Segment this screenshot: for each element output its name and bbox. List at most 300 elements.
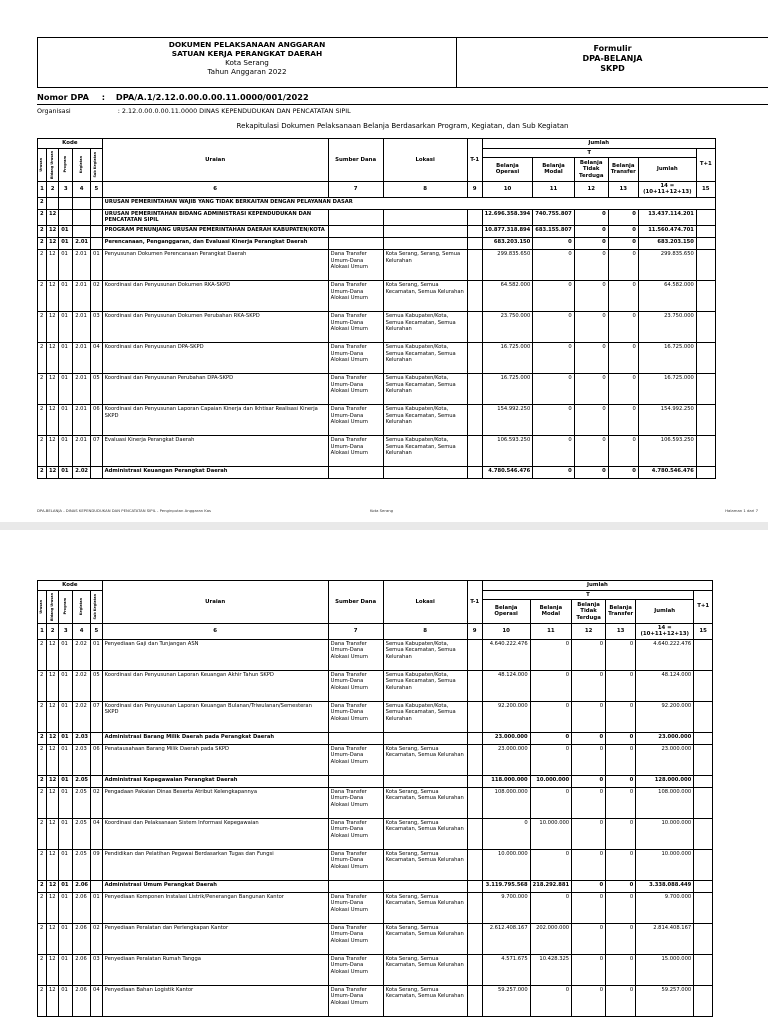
- cell-t-plus-1: [696, 209, 715, 225]
- cell-kode-kegiatan: 2.02: [73, 670, 91, 701]
- cell-kode-kegiatan: 2.06: [73, 892, 91, 923]
- cell-t-plus-1: [694, 787, 713, 818]
- cell-kode-urusan: 2: [38, 892, 47, 923]
- cell-kode-kegiatan: 2.06: [73, 985, 91, 1016]
- cell-jumlah: 10.000.000: [636, 849, 694, 880]
- cell-lokasi: [383, 466, 467, 478]
- cell-lokasi: [383, 209, 467, 225]
- col-t: T: [482, 590, 694, 600]
- page-footer: [37, 508, 758, 513]
- cell-belanja-tidak-terduga: 0: [574, 342, 608, 373]
- cell-uraian: Perencanaan, Penganggaran, dan Evaluasi Kinerja Perangkat Daerah: [102, 237, 328, 249]
- col-jumlah-group: Jumlah: [482, 139, 715, 149]
- cell-belanja-tidak-terduga: 0: [572, 775, 606, 787]
- col-program: [59, 148, 73, 181]
- footer-right: Halaman 1 dari 7: [725, 508, 758, 513]
- form-code: DPA-BELANJA: [582, 54, 643, 63]
- cell-kode-urusan: 2: [38, 818, 47, 849]
- cell-jumlah: 23.000.000: [636, 732, 694, 744]
- cell-jumlah: 106.593.250: [638, 435, 696, 466]
- cell-uraian: PROGRAM PENUNJANG URUSAN PEMERINTAHAN DAERAH KABUPATEN/KOTA: [102, 225, 328, 237]
- cell-uraian: Koordinasi dan Penyusunan Laporan Keuangan Akhir Tahun SKPD: [102, 670, 328, 701]
- cell-kode-sub-kegiatan: 04: [91, 818, 103, 849]
- header-year: Tahun Anggaran 2022: [207, 67, 287, 76]
- cell-t-plus-1: [694, 985, 713, 1016]
- col-belanja-transfer: Belanja Transfer: [606, 600, 636, 623]
- cell-kode-program: 01: [59, 466, 73, 478]
- cell-kode-kegiatan: 2.02: [73, 701, 91, 732]
- column-index-row: [38, 181, 716, 197]
- table-row-subtotal: [38, 209, 716, 225]
- cell-uraian: Penyediaan Bahan Logistik Kantor: [102, 985, 328, 1016]
- header-title-line1: DOKUMEN PELAKSANAAN ANGGARAN: [168, 40, 326, 49]
- cell-t-minus-1: [467, 237, 482, 249]
- cell-kode-bidang: 12: [47, 280, 59, 311]
- cell-belanja-transfer: 0: [606, 639, 636, 670]
- col-jumlah-group: Jumlah: [482, 581, 713, 591]
- cell-belanja-modal: 218.292.881: [530, 880, 571, 892]
- col-kegiatan-label: Kegiatan: [78, 598, 83, 616]
- cell-belanja-transfer: 0: [606, 985, 636, 1016]
- cell-uraian: Koordinasi dan Pelaksanaan Sistem Informasi Kepegawaian: [102, 818, 328, 849]
- col-index-3: 3: [59, 181, 73, 197]
- table-row: [38, 435, 716, 466]
- cell-kode-kegiatan: 2.05: [73, 775, 91, 787]
- cell-kode-bidang: 12: [47, 744, 59, 775]
- cell-kode-urusan: 2: [38, 237, 47, 249]
- table-row: [38, 985, 713, 1016]
- cell-jumlah: 128.000.000: [636, 775, 694, 787]
- col-sub-kegiatan-label: Sub Kegiatan: [93, 151, 98, 178]
- col-index-15: 15: [694, 623, 713, 639]
- cell-belanja-transfer: 0: [608, 342, 638, 373]
- cell-belanja-tidak-terduga: 0: [574, 311, 608, 342]
- cell-belanja-modal: 0: [533, 342, 574, 373]
- cell-t-plus-1: [694, 880, 713, 892]
- cell-belanja-operasi: 4.640.222.476: [482, 639, 530, 670]
- cell-lokasi: Semua Kabupaten/Kota, Semua Kecamatan, Semua Kelurahan: [383, 435, 467, 466]
- cell-kode-bidang: 12: [47, 849, 59, 880]
- cell-belanja-transfer: 0: [608, 435, 638, 466]
- cell-belanja-operasi: 16.725.000: [482, 373, 533, 404]
- cell-belanja-operasi: 12.696.358.394: [482, 209, 533, 225]
- cell-lokasi: Kota Serang, Semua Kecamatan, Semua Kelurahan: [383, 849, 467, 880]
- cell-sumber-dana: Dana Transfer Umum-Dana Alokasi Umum: [328, 954, 383, 985]
- col-index-11: 11: [533, 181, 574, 197]
- table-row: [38, 849, 713, 880]
- col-t-minus-1: T-1: [467, 581, 482, 624]
- cell-kode-urusan: 2: [38, 670, 47, 701]
- cell-kode-bidang: 12: [47, 892, 59, 923]
- cell-kode-program: 01: [59, 373, 73, 404]
- cell-jumlah: 4.780.546.476: [638, 466, 696, 478]
- cell-kode-urusan: 2: [38, 373, 47, 404]
- cell-t-minus-1: [467, 311, 482, 342]
- budget-table-page-2: [37, 580, 713, 1017]
- col-index-8: 8: [383, 623, 467, 639]
- col-kode: Kode: [38, 139, 103, 149]
- col-bidang-urusan: [47, 148, 59, 181]
- cell-kode-bidang: 12: [47, 249, 59, 280]
- col-sumber-dana: Sumber Dana: [328, 139, 383, 182]
- cell-jumlah: 15.000.000: [636, 954, 694, 985]
- cell-kode-sub-kegiatan: [91, 209, 103, 225]
- cell-kode-sub-kegiatan: 06: [91, 744, 103, 775]
- col-belanja-tidak-terduga: Belanja Tidak Terduga: [574, 158, 608, 181]
- cell-kode-kegiatan: [73, 197, 91, 209]
- cell-kode-sub-kegiatan: 07: [91, 701, 103, 732]
- cell-belanja-modal: 0: [533, 249, 574, 280]
- cell-belanja-operasi: 10.877.318.894: [482, 225, 533, 237]
- cell-kode-kegiatan: 2.01: [73, 311, 91, 342]
- cell-t-plus-1: [694, 849, 713, 880]
- cell-jumlah: 299.835.650: [638, 249, 696, 280]
- cell-belanja-transfer: 0: [606, 892, 636, 923]
- cell-belanja-modal: 0: [530, 985, 571, 1016]
- col-index-6: 6: [102, 181, 328, 197]
- cell-belanja-tidak-terduga: 0: [572, 849, 606, 880]
- cell-sumber-dana: [328, 775, 383, 787]
- cell-kode-program: 01: [59, 849, 73, 880]
- cell-uraian: URUSAN PEMERINTAHAN BIDANG ADMINISTRASI KEPENDUDUKAN DAN PENCATATAN SIPIL: [102, 209, 328, 225]
- col-kegiatan: [73, 590, 91, 623]
- cell-belanja-operasi: 64.582.000: [482, 280, 533, 311]
- cell-kode-sub-kegiatan: [91, 732, 103, 744]
- cell-belanja-modal: 0: [533, 435, 574, 466]
- cell-t-plus-1: [696, 404, 715, 435]
- col-index-7: 7: [328, 623, 383, 639]
- cell-uraian: Penyusunan Dokumen Perencanaan Perangkat Daerah: [102, 249, 328, 280]
- cell-t-minus-1: [467, 818, 482, 849]
- cell-belanja-tidak-terduga: 0: [574, 373, 608, 404]
- rekap-title: Rekapitulasi Dokumen Pelaksanaan Belanja Berdasarkan Program, Kegiatan, dan Sub Kegiatan: [236, 122, 569, 130]
- cell-belanja-tidak-terduga: 0: [572, 744, 606, 775]
- cell-kode-sub-kegiatan: 07: [91, 435, 103, 466]
- cell-lokasi: Kota Serang, Semua Kecamatan, Semua Kelurahan: [383, 954, 467, 985]
- cell-uraian: Pendidikan dan Pelatihan Pegawai Berdasarkan Tugas dan Fungsi: [102, 849, 328, 880]
- cell-lokasi: Kota Serang, Semua Kecamatan, Semua Kelurahan: [383, 280, 467, 311]
- organisasi-label: Organisasi: [37, 107, 71, 115]
- cell-sumber-dana: Dana Transfer Umum-Dana Alokasi Umum: [328, 435, 383, 466]
- cell-belanja-transfer: 0: [606, 744, 636, 775]
- cell-sumber-dana: Dana Transfer Umum-Dana Alokasi Umum: [328, 373, 383, 404]
- cell-jumlah: 4.640.222.476: [636, 639, 694, 670]
- col-index-4: 4: [73, 623, 91, 639]
- cell-lokasi: Semua Kabupaten/Kota, Semua Kecamatan, Semua Kelurahan: [383, 311, 467, 342]
- col-t: T: [482, 148, 696, 158]
- cell-t-plus-1: [696, 466, 715, 478]
- cell-kode-sub-kegiatan: 03: [91, 954, 103, 985]
- table-row-subtotal: [38, 197, 716, 209]
- cell-jumlah: 59.257.000: [636, 985, 694, 1016]
- cell-jumlah: 9.700.000: [636, 892, 694, 923]
- table-row: [38, 373, 716, 404]
- cell-sumber-dana: [328, 209, 383, 225]
- cell-belanja-tidak-terduga: 0: [572, 701, 606, 732]
- col-belanja-transfer: Belanja Transfer: [608, 158, 638, 181]
- cell-jumlah: 48.124.000: [636, 670, 694, 701]
- cell-belanja-operasi: 299.835.650: [482, 249, 533, 280]
- col-t-minus-1: T-1: [467, 139, 482, 182]
- cell-belanja-operasi: 10.000.000: [482, 849, 530, 880]
- cell-kode-urusan: 2: [38, 342, 47, 373]
- cell-t-minus-1: [467, 209, 482, 225]
- cell-t-minus-1: [467, 744, 482, 775]
- cell-kode-kegiatan: 2.03: [73, 744, 91, 775]
- cell-belanja-modal: 0: [533, 311, 574, 342]
- cell-uraian: Koordinasi dan Penyusunan Dokumen RKA-SKPD: [102, 280, 328, 311]
- cell-kode-urusan: 2: [38, 404, 47, 435]
- cell-t-plus-1: [696, 435, 715, 466]
- cell-belanja-tidak-terduga: 0: [572, 954, 606, 985]
- cell-kode-kegiatan: 2.01: [73, 435, 91, 466]
- cell-kode-bidang: 12: [47, 311, 59, 342]
- cell-jumlah: 23.750.000: [638, 311, 696, 342]
- cell-t-plus-1: [696, 237, 715, 249]
- header-title-block: [38, 38, 457, 87]
- cell-lokasi: Semua Kabupaten/Kota, Semua Kecamatan, Semua Kelurahan: [383, 670, 467, 701]
- cell-uraian: Administrasi Keuangan Perangkat Daerah: [102, 466, 328, 478]
- cell-lokasi: Semua Kabupaten/Kota, Semua Kecamatan, Semua Kelurahan: [383, 404, 467, 435]
- footer-left: DPA-BELANJA - DINAS KEPENDUDUKAN DAN PENCATATAN SIPIL - Penginputan Anggaran Kas: [37, 508, 211, 513]
- cell-uraian: Administrasi Barang Milik Daerah pada Perangkat Daerah: [102, 732, 328, 744]
- cell-belanja-operasi: 23.000.000: [482, 732, 530, 744]
- col-index-9: 9: [467, 181, 482, 197]
- col-belanja-operasi: Belanja Operasi: [482, 158, 533, 181]
- cell-uraian: Penyediaan Komponen Instalasi Listrik/Penerangan Bangunan Kantor: [102, 892, 328, 923]
- table-row: [38, 670, 713, 701]
- cell-belanja-transfer: 0: [606, 787, 636, 818]
- cell-lokasi: [383, 880, 467, 892]
- table-row-subtotal: [38, 466, 716, 478]
- cell-kode-program: 01: [59, 701, 73, 732]
- cell-kode-urusan: 2: [38, 787, 47, 818]
- cell-kode-sub-kegiatan: [91, 225, 103, 237]
- cell-sumber-dana: [328, 732, 383, 744]
- cell-sumber-dana: Dana Transfer Umum-Dana Alokasi Umum: [328, 892, 383, 923]
- cell-uraian: Koordinasi dan Penyusunan DPA-SKPD: [102, 342, 328, 373]
- cell-kode-bidang: 12: [47, 435, 59, 466]
- cell-lokasi: [383, 732, 467, 744]
- cell-kode-sub-kegiatan: 01: [91, 892, 103, 923]
- cell-belanja-modal: 0: [530, 701, 571, 732]
- cell-t-plus-1: [694, 701, 713, 732]
- cell-t-minus-1: [467, 225, 482, 237]
- cell-kode-bidang: 12: [47, 985, 59, 1016]
- col-index-4: 4: [73, 181, 91, 197]
- cell-kode-program: 01: [59, 670, 73, 701]
- cell-uraian: URUSAN PEMERINTAHAN WAJIB YANG TIDAK BERKAITAN DENGAN PELAYANAN DASAR: [102, 197, 715, 209]
- cell-belanja-transfer: 0: [606, 701, 636, 732]
- cell-belanja-tidak-terduga: 0: [572, 732, 606, 744]
- cell-kode-program: 01: [59, 237, 73, 249]
- cell-belanja-modal: 10.000.000: [530, 775, 571, 787]
- col-t-plus-1: T+1: [694, 590, 713, 623]
- cell-belanja-modal: 0: [530, 892, 571, 923]
- cell-kode-kegiatan: 2.01: [73, 237, 91, 249]
- cell-jumlah: 16.725.000: [638, 373, 696, 404]
- cell-kode-sub-kegiatan: 06: [91, 404, 103, 435]
- cell-lokasi: [383, 775, 467, 787]
- cell-t-minus-1: [467, 701, 482, 732]
- cell-kode-sub-kegiatan: [91, 466, 103, 478]
- col-uraian: Uraian: [102, 581, 328, 624]
- cell-belanja-modal: 0: [530, 787, 571, 818]
- cell-belanja-transfer: 0: [608, 404, 638, 435]
- cell-kode-sub-kegiatan: 09: [91, 849, 103, 880]
- col-index-10: 10: [482, 623, 530, 639]
- col-jumlah: Jumlah: [638, 158, 696, 181]
- cell-belanja-operasi: 2.612.408.167: [482, 923, 530, 954]
- cell-kode-sub-kegiatan: 02: [91, 787, 103, 818]
- cell-t-plus-1: [694, 670, 713, 701]
- nomor-label: Nomor DPA: [37, 92, 89, 102]
- cell-belanja-operasi: 3.119.795.568: [482, 880, 530, 892]
- col-belanja-modal: Belanja Modal: [533, 158, 574, 181]
- cell-kode-urusan: 2: [38, 954, 47, 985]
- table-row-subtotal: [38, 237, 716, 249]
- cell-t-plus-1: [694, 639, 713, 670]
- cell-kode-urusan: 2: [38, 639, 47, 670]
- table-row: [38, 249, 716, 280]
- cell-jumlah: 154.992.250: [638, 404, 696, 435]
- cell-kode-kegiatan: 2.02: [73, 466, 91, 478]
- cell-t-plus-1: [694, 775, 713, 787]
- cell-kode-program: 01: [59, 880, 73, 892]
- cell-belanja-modal: 0: [533, 237, 574, 249]
- table-row: [38, 404, 716, 435]
- cell-belanja-modal: 0: [533, 280, 574, 311]
- cell-kode-program: 01: [59, 892, 73, 923]
- cell-sumber-dana: Dana Transfer Umum-Dana Alokasi Umum: [328, 342, 383, 373]
- cell-sumber-dana: [328, 466, 383, 478]
- cell-uraian: Evaluasi Kinerja Perangkat Daerah: [102, 435, 328, 466]
- col-sub-kegiatan: [91, 590, 103, 623]
- cell-kode-sub-kegiatan: 05: [91, 670, 103, 701]
- col-index-11: 11: [530, 623, 571, 639]
- col-index-8: 8: [383, 181, 467, 197]
- cell-jumlah: 92.200.000: [636, 701, 694, 732]
- cell-sumber-dana: [328, 880, 383, 892]
- col-sub-kegiatan: [91, 148, 103, 181]
- cell-belanja-modal: 0: [533, 373, 574, 404]
- col-urusan-label: Urusan: [39, 157, 44, 172]
- nomor-value: DPA/A.1/2.12.0.00.0.00.11.0000/001/2022: [115, 92, 309, 102]
- cell-kode-program: 01: [59, 311, 73, 342]
- cell-sumber-dana: Dana Transfer Umum-Dana Alokasi Umum: [328, 280, 383, 311]
- col-belanja-modal: Belanja Modal: [530, 600, 571, 623]
- cell-lokasi: Kota Serang, Semua Kecamatan, Semua Kelurahan: [383, 923, 467, 954]
- cell-belanja-tidak-terduga: 0: [572, 639, 606, 670]
- cell-kode-kegiatan: 2.03: [73, 732, 91, 744]
- cell-t-minus-1: [467, 280, 482, 311]
- cell-belanja-transfer: 0: [606, 775, 636, 787]
- cell-belanja-modal: 0: [530, 849, 571, 880]
- cell-belanja-modal: 10.428.325: [530, 954, 571, 985]
- cell-belanja-tidak-terduga: 0: [572, 818, 606, 849]
- cell-belanja-operasi: 16.725.000: [482, 342, 533, 373]
- cell-kode-urusan: 2: [38, 701, 47, 732]
- cell-kode-bidang: 12: [47, 787, 59, 818]
- cell-lokasi: [383, 237, 467, 249]
- cell-belanja-modal: 683.155.807: [533, 225, 574, 237]
- cell-kode-kegiatan: 2.05: [73, 787, 91, 818]
- table-row: [38, 923, 713, 954]
- cell-belanja-transfer: 0: [606, 732, 636, 744]
- cell-kode-urusan: 2: [38, 280, 47, 311]
- cell-kode-sub-kegiatan: 02: [91, 280, 103, 311]
- cell-kode-sub-kegiatan: 02: [91, 923, 103, 954]
- cell-kode-bidang: 12: [47, 373, 59, 404]
- cell-kode-program: [59, 209, 73, 225]
- cell-sumber-dana: Dana Transfer Umum-Dana Alokasi Umum: [328, 818, 383, 849]
- table-row: [38, 311, 716, 342]
- cell-kode-sub-kegiatan: 03: [91, 311, 103, 342]
- cell-belanja-transfer: 0: [608, 237, 638, 249]
- cell-t-plus-1: [694, 732, 713, 744]
- cell-belanja-tidak-terduga: 0: [574, 280, 608, 311]
- cell-t-minus-1: [467, 342, 482, 373]
- cell-kode-bidang: 12: [47, 639, 59, 670]
- cell-t-minus-1: [467, 954, 482, 985]
- cell-t-minus-1: [467, 880, 482, 892]
- cell-t-minus-1: [467, 985, 482, 1016]
- organisasi: [37, 107, 351, 115]
- cell-kode-sub-kegiatan: [91, 237, 103, 249]
- cell-belanja-modal: 740.755.807: [533, 209, 574, 225]
- col-bidang-urusan-label: Bidang Urusan: [49, 592, 54, 621]
- cell-sumber-dana: Dana Transfer Umum-Dana Alokasi Umum: [328, 744, 383, 775]
- col-urusan: [38, 590, 47, 623]
- col-kegiatan-label: Kegiatan: [78, 156, 83, 174]
- cell-t-minus-1: [467, 849, 482, 880]
- cell-kode-bidang: [47, 197, 59, 209]
- form-unit: SKPD: [600, 64, 625, 73]
- cell-uraian: Administrasi Umum Perangkat Daerah: [102, 880, 328, 892]
- cell-kode-kegiatan: 2.06: [73, 880, 91, 892]
- cell-kode-bidang: 12: [47, 880, 59, 892]
- cell-jumlah: 108.000.000: [636, 787, 694, 818]
- cell-belanja-tidak-terduga: 0: [572, 787, 606, 818]
- cell-jumlah: 683.203.150: [638, 237, 696, 249]
- col-index-5: 5: [91, 623, 103, 639]
- col-belanja-tidak-terduga: Belanja Tidak Terduga: [572, 600, 606, 623]
- cell-jumlah: 64.582.000: [638, 280, 696, 311]
- cell-belanja-modal: 0: [530, 639, 571, 670]
- cell-belanja-operasi: 23.000.000: [482, 744, 530, 775]
- cell-kode-urusan: 2: [38, 249, 47, 280]
- cell-kode-urusan: 2: [38, 209, 47, 225]
- cell-belanja-tidak-terduga: 0: [572, 923, 606, 954]
- cell-t-minus-1: [467, 670, 482, 701]
- cell-belanja-tidak-terduga: 0: [572, 892, 606, 923]
- cell-belanja-operasi: 154.992.250: [482, 404, 533, 435]
- col-jumlah: Jumlah: [636, 600, 694, 623]
- cell-sumber-dana: Dana Transfer Umum-Dana Alokasi Umum: [328, 311, 383, 342]
- document-header: [37, 37, 768, 88]
- cell-kode-kegiatan: 2.06: [73, 954, 91, 985]
- cell-belanja-operasi: 92.200.000: [482, 701, 530, 732]
- nomor-dpa: [37, 92, 768, 105]
- cell-sumber-dana: Dana Transfer Umum-Dana Alokasi Umum: [328, 404, 383, 435]
- cell-belanja-operasi: 4.780.546.476: [482, 466, 533, 478]
- cell-lokasi: Semua Kabupaten/Kota, Semua Kecamatan, Semua Kelurahan: [383, 342, 467, 373]
- cell-kode-kegiatan: 2.05: [73, 849, 91, 880]
- cell-kode-urusan: 2: [38, 880, 47, 892]
- table-row: [38, 342, 716, 373]
- cell-belanja-operasi: 9.700.000: [482, 892, 530, 923]
- cell-kode-program: 01: [59, 985, 73, 1016]
